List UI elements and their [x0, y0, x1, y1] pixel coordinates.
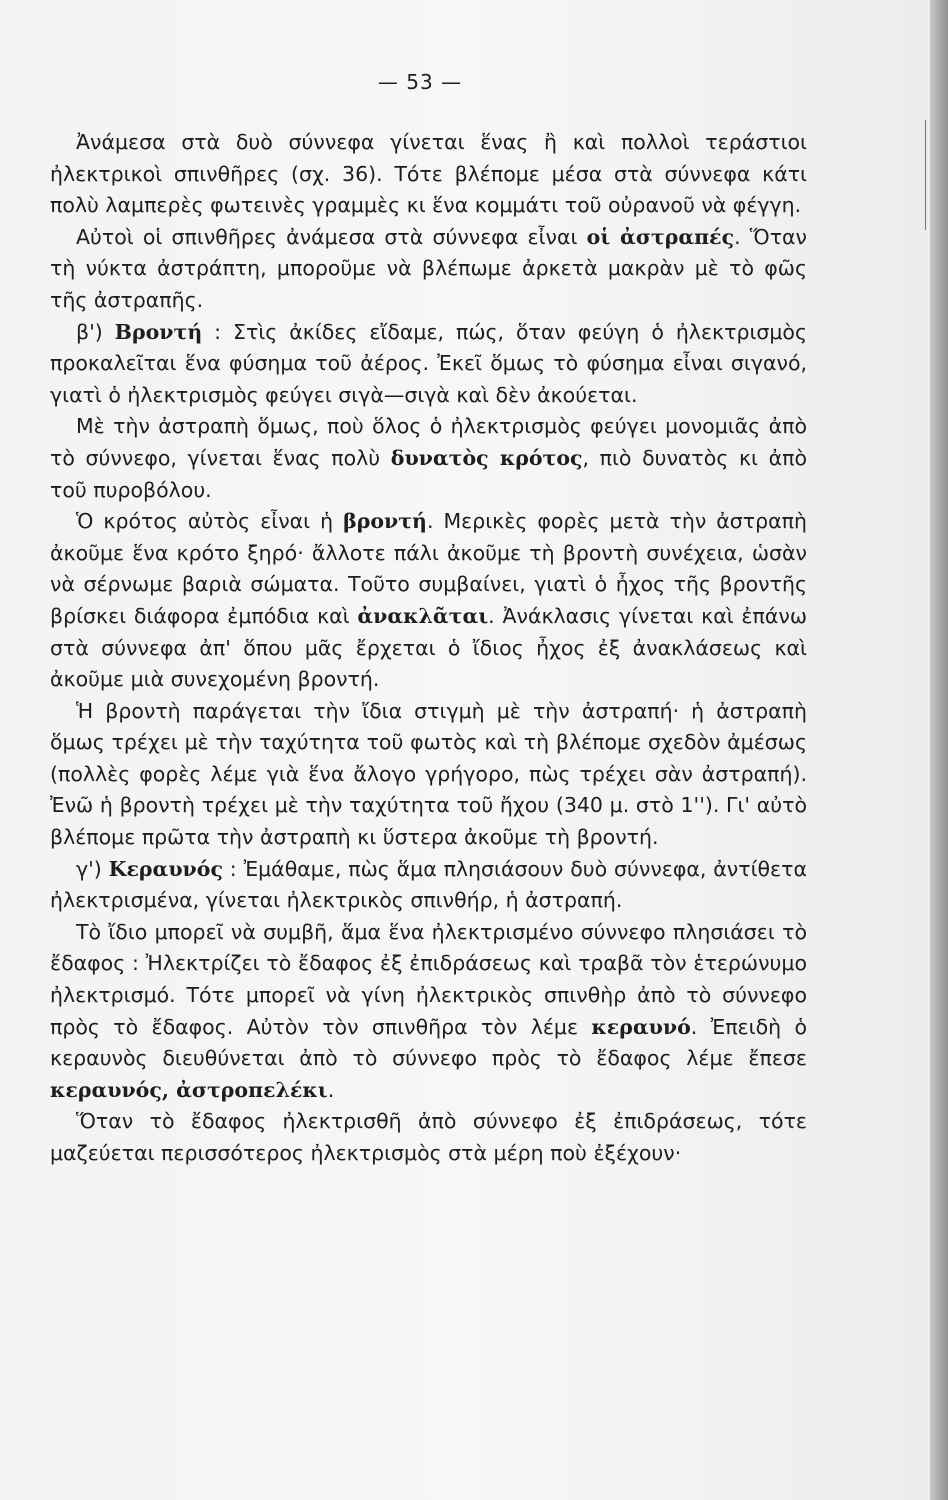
text-run: , πιὸ δυνατὸς κι ἀπὸ τοῦ πυροβόλου. [50, 445, 808, 502]
text-run: . Ἀνάκλασις γίνεται καὶ ἐπάνω στὰ σύννεφα ἀπ' ὅπου μᾶς ἔρχεται ὁ ἴδιος ἦχος ἐξ ἀνακλάσεως καὶ ἀκοῦμε μιὰ συνεχομένη βροντή. [50, 603, 807, 692]
text-run: γ') [76, 856, 109, 881]
text-run: . [327, 1077, 335, 1102]
text-run: Μὲ τὴν ἀστραπὴ ὅμως, ποὺ ὅλος ὁ ἠλεκτρισμὸς φεύγει μονομιᾶς ἀπὸ τὸ σύννεφο, γίνεται ἕνας πολὺ [50, 414, 807, 470]
emphasized-term: βροντή [343, 509, 427, 534]
text-run: Ἀνάμεσα στὰ δυὸ σύννεφα γίνεται ἕνας ἢ καὶ πολλοὶ τεράστιοι ἠλεκτρικοὶ σπινθῆρες (σχ. 36). Τότε βλέπομε μέσα στὰ σύννεφα κάτι πολὺ λαμπερὲς φωτεινὲς γραμμὲς κι ἕνα κομμάτι τοῦ οὐρανοῦ νὰ φέγγη. [50, 130, 807, 218]
text-run: . Μερικὲς φορὲς μετὰ τὴν ἀστραπὴ ἀκοῦμε ἕνα κρότο ξηρό· ἄλλοτε πάλι ἀκοῦμε τὴ βροντὴ συνέχεια, ὡσὰν νὰ σέρνωμε βαριὰ σώματα. Τοῦτο συμβαίνει, γιατὶ ὁ ἦχος τῆς βροντῆς βρίσκει διάφορα ἐμπόδια καὶ [50, 509, 807, 628]
text-run: : Στὶς ἀκίδες εἴδαμε, πώς, ὅταν φεύγη ὁ ἠλεκτρισμὸς προκαλεῖται ἕνα φύσημα τοῦ ἀέρος. Ἐκεῖ ὅμως τὸ φύσημα εἶναι σιγανό, γιατὶ ὁ ἠλεκτρισμὸς φεύγει σιγὰ—σιγὰ καὶ δὲν ἀκούεται. [50, 319, 808, 407]
emphasized-term: οἱ ἀστραπές [586, 224, 735, 249]
paragraph-1 [50, 127, 807, 222]
body-text [50, 127, 807, 1170]
text-run: . Ὅταν τὴ νύκτα ἀστράπτη, μποροῦμε νὰ βλέπωμε ἀρκετὰ μακρὰν μὲ τὸ φῶς τῆς ἀστραπῆς. [50, 224, 807, 312]
page-edge-shadow [930, 0, 948, 1500]
paragraph-5 [50, 506, 807, 696]
emphasized-term: Βροντή [114, 319, 203, 344]
text-run: : Ἐμάθαμε, πὼς ἅμα πλησιάσουν δυὸ σύννεφα, ἀντίθετα ἠλεκτρισμένα, γίνεται ἠλεκτρικὸς σπινθήρ, ἡ ἀστραπή. [50, 856, 807, 913]
paragraph-6 [50, 696, 807, 854]
text-run: Αὐτοὶ οἱ σπινθῆρες ἀνάμεσα στὰ σύννεφα εἶναι [76, 224, 587, 249]
paragraph-8 [50, 917, 807, 1107]
emphasized-term: Κεραυνός [108, 856, 223, 881]
margin-mark [925, 120, 926, 230]
text-run: Ἡ βροντὴ παράγεται τὴν ἴδια στιγμὴ μὲ τὴν ἀστραπή· ἡ ἀστραπὴ ὅμως τρέχει μὲ τὴν ταχύτητα τοῦ φωτὸς καὶ τὴ βλέπομε σχεδὸν ἀμέσως (πολλὲς φορὲς λέμε γιὰ ἕνα ἄλογο γρήγορο, πὼς τρέχει σὰν ἀστραπή). Ἐνῶ ἡ βροντὴ τρέχει μὲ τὴν ταχύτητα τοῦ ἤχου (340 μ. στὸ 1''). Γι' αὐτὸ βλέπομε πρῶτα τὴν ἀστραπὴ κι ὕστερα ἀκοῦμε τὴ βροντή. [50, 698, 807, 850]
text-run: Ὅταν τὸ ἔδαφος ἠλεκτρισθῆ ἀπὸ σύννεφο ἐξ ἐπιδράσεως, τότε μαζεύεται περισσότερος ἠλεκτρισμὸς στὰ μέρη ποὺ ἐξέχουν· [50, 1109, 807, 1165]
paragraph-7 [50, 854, 807, 917]
text-run: β') [76, 319, 115, 344]
page-number: — 53 — [377, 70, 463, 94]
paragraph-3 [50, 317, 807, 412]
emphasized-term: ἀνακλᾶται [357, 603, 489, 628]
text-run: Τὸ ἴδιο μπορεῖ νὰ συμβῆ, ἅμα ἕνα ἠλεκτρισμένο σύννεφο πλησιάσει τὸ ἔδαφος : Ἠλεκτρίζει τὸ ἔδαφος ἐξ ἐπιδράσεως καὶ τραβᾶ τὸν ἑτερώνυμο ἠλεκτρισμό. Τότε μπορεῖ νὰ γίνη ἠλεκτρικὸς σπινθὴρ ἀπὸ τὸ σύννεφο πρὸς τὸ ἔδαφος. Αὐτὸν τὸν σπινθῆρα τὸν λέμε [50, 919, 807, 1039]
paragraph-4 [50, 411, 807, 506]
text-run: . Ἐπειδὴ ὁ κεραυνὸς διευθύνεται ἀπὸ τὸ σύννεφο πρὸς τὸ ἔδαφος λέμε ἔπεσε [50, 1014, 807, 1071]
paragraph-9 [50, 1106, 807, 1169]
text-run: Ὁ κρότος αὐτὸς εἶναι ἡ [76, 509, 344, 534]
emphasized-term: κεραυνό [591, 1014, 691, 1039]
emphasized-term: δυνατὸς κρότος [390, 445, 583, 470]
paragraph-2 [50, 222, 807, 317]
emphasized-term: κεραυνός, ἀστροπελέκι [50, 1077, 328, 1102]
